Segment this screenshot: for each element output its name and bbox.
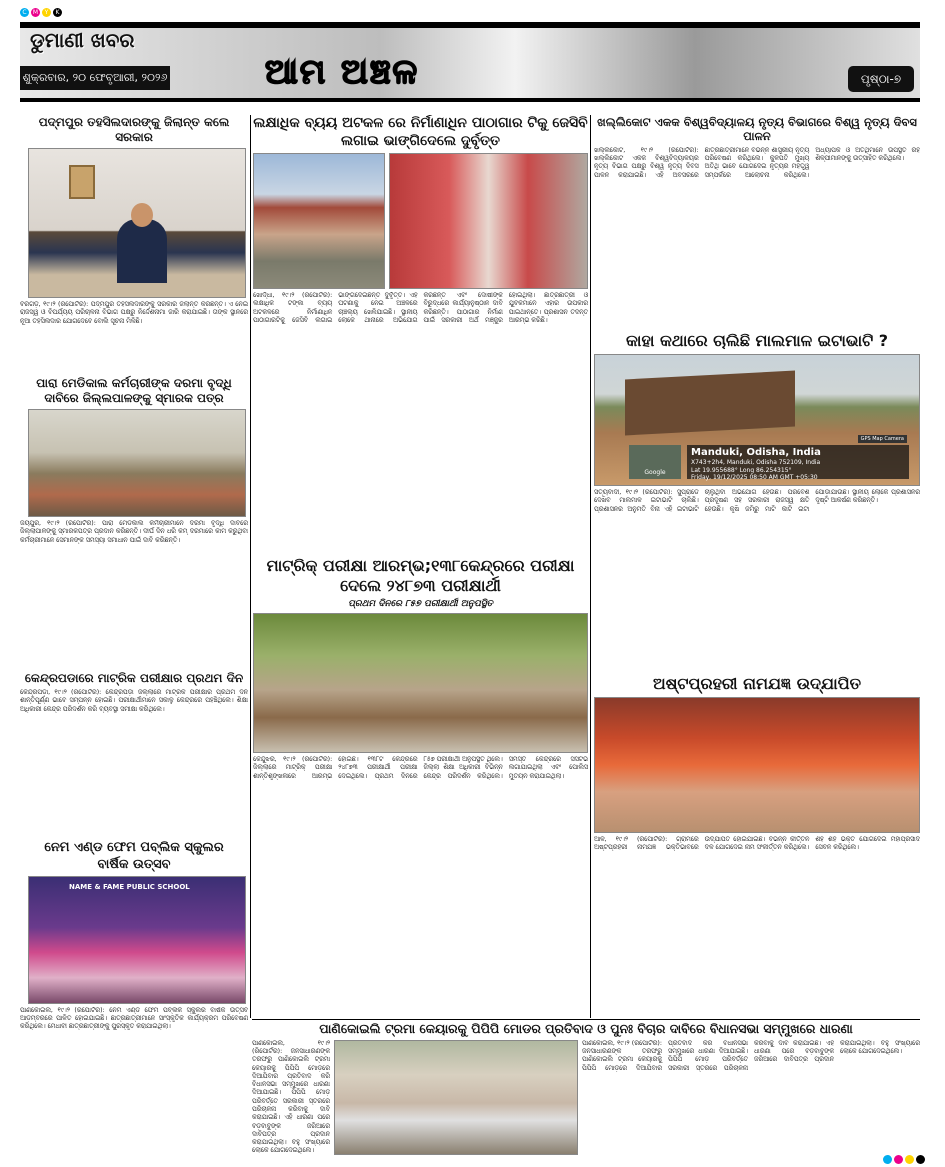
column-rule (590, 115, 591, 1018)
bottom-section (252, 1021, 920, 1155)
cmyk-c: C (20, 8, 29, 17)
photo-namayajna (594, 697, 920, 833)
gps-address: X743+2h4, Manduki, Odisha 752109, India (691, 459, 821, 467)
cmyk-k: K (53, 8, 62, 17)
gps-coords: Lat 19.955688° Long 86.254315° (691, 466, 792, 474)
newspaper-logo: ଡୁମାଣୀ ଖବର (30, 28, 135, 52)
photo-paramedical (28, 409, 246, 517)
subhead-matric: ପ୍ରଥମ ଦିନରେ ୮୫୭ ପରୀକ୍ଷାର୍ଥୀ ଅନୁପସ୍ଥିତ (348, 598, 493, 609)
section-title: ଆମ ଅଞ୍ଚଳ (265, 52, 420, 92)
photo-trauma-protest (334, 1040, 578, 1155)
left-column (20, 115, 248, 1155)
right-column (594, 115, 920, 1017)
photo-school-function (28, 876, 246, 1004)
headline-trauma: ପାଣିକୋଇଲି ଟ୍ରମା କେୟାରକୁ ପିପିପି ମୋଡର ପ୍ରତିବାଦ ଓ ପୁନଃ ବିଚାର ଦାବିରେ ବିଧାନସଭା ସମ୍ମୁଖରେ ଧାରଣା (319, 1021, 853, 1036)
photo-library-building (389, 153, 588, 289)
headline-library: ଲକ୍ଷାଧିକ ବ୍ୟୟ ଅଟକଳ ରେ ନିର୍ମାଣାଧିନ ପାଠାଗାର ଟିକୁ ଜେସିବି ଲଗାଇ ଭାଙ୍ଗିଦେଲେ ଦୁର୍ବୃତ୍ତ (253, 115, 588, 149)
article-body-padampur: ବରଗଡ଼, ୧୯।୨ (ରିପୋର୍ଟର): ପଦ୍ମପୁର ତହସିଲଦାରଙ୍କୁ ସରକାର ଜିଲାନ୍ତ କରିଛନ୍ତି। ଏ ନେଇ ରାଜସ୍ୱ ଓ ବିପର୍ଯ୍ୟୟ ପରିଚାଳନା ବିଭାଗ ପକ୍ଷରୁ ନିର୍ଦ୍ଦେଶନାମା ଜାରି କରାଯାଇଛି। ତାଙ୍କ ସ୍ଥାନରେ ନୂଆ ତହସିଲଦାର ଯୋଗଦେବେ ବୋଲି ସୂଚନା ମିଳିଛି। (20, 301, 248, 325)
photo-library-people (253, 153, 385, 289)
headline-padampur: ପଦ୍ମପୁର ତହସିଲଦାରଙ୍କୁ ଜିଲାନ୍ତ କଲେ ସରକାର (38, 115, 230, 144)
gps-app-label: GPS Map Camera (858, 435, 907, 443)
cmyk-marks (20, 8, 62, 17)
issue-date: ଶୁକ୍ରବାର, ୨୦ ଫେବୃଆରୀ, ୨୦୨୬ (20, 66, 170, 90)
page-number: ପୃଷ୍ଠା-୭ (848, 66, 914, 92)
map-thumbnail: Google (629, 445, 681, 479)
photo-tahasildar (28, 148, 246, 298)
column-rule (250, 115, 251, 1018)
middle-column (253, 115, 588, 1017)
headline-dance: ଖଲ୍ଲିକୋଟ ଏକକ ବିଶ୍ୱବିଦ୍ୟାଳୟ ନୃତ୍ୟ ବିଭାଗରେ ବିଶ୍ୱ ନୃତ୍ୟ ଦିବସ ପାଳନ (597, 115, 917, 144)
article-body-trauma: ପାଣିକୋଇଲି, ୧୯।୨ (ରିପୋର୍ଟର): ଜନସାଧାରଣଙ୍କ ତରଫରୁ ପାଣିକୋଇଲି ଟ୍ରମା କେୟାରକୁ ପିପିପି ମୋଡ଼ରେ ଦିଆଯିବାର ପ୍ରତିବାଦ କରି ବିଧାନସଭା ସମ୍ମୁଖରେ ଧାରଣା ଦିଆଯାଇଛି। ପିପିପି ମୋଡ଼ ପରିବର୍ତ୍ତେ ସରକାରୀ ସ୍ତରରେ ପରିଚାଳନା କରିବାକୁ ଦାବି କରାଯାଇଛି। ଏହି ଧାରଣା ପରେ ବଡ଼ବାବୁଙ୍କ ଜରିଆରେ ଦାବିପତ୍ର ପ୍ରଦାନ କରାଯାଇଥିଲା। ବହୁ ସଂଖ୍ୟାରେ ଲୋକେ ଯୋଗଦେଇଥିଲେ। (252, 1039, 330, 1155)
article-body-kendrapada: କେନ୍ଦ୍ରପଡ଼ା, ୧୯।୨ (ରିପୋର୍ଟର): କେନ୍ଦ୍ରପଡ଼ା ଜିଲ୍ଲାରେ ମାଟ୍ରିକ ପରୀକ୍ଷାର ପ୍ରଥମ ଦିନ ଶାନ୍ତିପୂର୍ଣ୍ଣ ଭାବେ ସମ୍ପନ୍ନ ହୋଇଛି। ପରୀକ୍ଷାର୍ଥୀମାନେ ସକାଳୁ କେନ୍ଦ୍ରରେ ପହଞ୍ଚିଥିଲେ। ଶିକ୍ଷା ଅଧିକାରୀ କେନ୍ଦ୍ର ପରିଦର୍ଶନ କରି ବ୍ୟବସ୍ଥା ସମୀକ୍ଷା କରିଥିଲେ। (20, 689, 248, 713)
gps-place: Manduki, Odisha, India (691, 447, 821, 459)
headline-paramedical: ପାରା ମେଡିକାଲ କର୍ମଚାରୀଙ୍କ ଦରମା ବୃଦ୍ଧି ଦାବିରେ ଜିଲ୍ଲପାଳଙ୍କୁ ସ୍ମାରକ ପତ୍ର (36, 376, 232, 405)
article-body-matric: କେନ୍ଦୁଝର, ୧୯।୨ (ରିପୋର୍ଟର): ଜିଲ୍ଲାରେ ମାଟ୍ରିକ୍ ପରୀକ୍ଷା ଶାନ୍ତିଶୃଙ୍ଖଳାରେ ଆରମ୍ଭ ହୋଇଛି। ୧୩୮ଟି କେନ୍ଦ୍ରରେ ୨୪୮୭୩ ପରୀକ୍ଷାର୍ଥୀ ପରୀକ୍ଷା ଦେଇଥିଲେ। ପ୍ରଥମ ଦିନରେ ୮୫୭ ପରୀକ୍ଷାର୍ଥୀ ଅନୁପସ୍ଥିତ ଥିଲେ। ଜିଲ୍ଲା ଶିକ୍ଷା ଅଧିକାରୀ ବିଭିନ୍ନ କେନ୍ଦ୍ର ପରିଦର୍ଶନ କରିଥିଲେ। ସମସ୍ତ କେନ୍ଦ୍ରରେ ସିସିଟିଭି ଲଗାଯାଇଥିଲା ଏବଂ ପୋଲିସ ମୁତୟନ କରାଯାଇଥିଲା। (253, 756, 588, 780)
divider (252, 1019, 920, 1020)
cmyk-marks-bottom (883, 1155, 925, 1164)
headline-namayajna: ଅଷ୍ଟପ୍ରହରୀ ନାମଯଜ୍ଞ ଉଦ୍ଯାପିତ (652, 673, 861, 693)
photo-brick-kiln (594, 354, 920, 486)
gps-time: Friday, 19/12/2025 08:50 AM GMT +05:30 (691, 474, 818, 482)
article-body-namayajna: ଆଳି, ୧୯।୨ (ରିପୋର୍ଟର): ଗ୍ରାମରେ ଅଷ୍ଟପ୍ରହରୀ ନାମଯଜ୍ଞ ଭକ୍ତିଭାବରେ ଉଦ୍ଯାପିତ ହୋଇଯାଇଛି। ବିଭିନ୍ନ କୀର୍ତ୍ତନ ଦଳ ଯୋଗଦେଇ ନାମ ସଂକୀର୍ତ୍ତନ କରିଥିଲେ। ଶହ ଶହ ଭକ୍ତ ଯୋଗଦେଇ ମହାପ୍ରସାଦ ସେବନ କରିଥିଲେ। (594, 835, 920, 851)
headline-matric: ମାଟ୍ରିକ୍ ପରୀକ୍ଷା ଆରମ୍ଭ;୧୩୮କେନ୍ଦ୍ରରେ ପରୀକ୍ଷା ଦେଲେ ୨୪୮୭୩ ପରୀକ୍ଷାର୍ଥୀ (266, 555, 575, 595)
headline-brickkiln: କାହା କଥାରେ ଚାଲିଛି ମାଲମାଳ ଇଟାଭାଟି ? (625, 331, 889, 351)
cmyk-m: M (32, 9, 39, 16)
headline-kendrapada: କେନ୍ଦ୍ରପଡାରେ ମାଟ୍ରିକ ପରୀକ୍ଷାର ପ୍ରଥମ ଦିନ (24, 671, 244, 686)
article-body-paramedical: ଜୟପୁର, ୧୯।୨ (ରିପୋର୍ଟର): ପାରା ମେଡିକାଲ କର୍ମଚାରୀମାନେ ଦରମା ବୃଦ୍ଧି ଦାବିରେ ଜିଲ୍ଲାପାଳଙ୍କୁ ସ୍ମାରକପତ୍ର ପ୍ରଦାନ କରିଛନ୍ତି। ଦୀର୍ଘ ଦିନ ଧରି କମ୍ ଦରମାରେ କାମ କରୁଥିବା କର୍ମଚାରୀମାନେ ସେମାନଙ୍କ ସମସ୍ୟା ସମାଧାନ ପାଇଁ ଦାବି କରିଛନ୍ତି। (20, 520, 248, 544)
cmyk-y: Y (42, 8, 51, 17)
article-body-dance: ଖଲ୍ଲିକୋଟ, ୧୯।୨ (ରିପୋର୍ଟର): ଖଲ୍ଲିକୋଟ ଏକକ ବିଶ୍ୱବିଦ୍ୟାଳୟର ନୃତ୍ୟ ବିଭାଗ ପକ୍ଷରୁ ବିଶ୍ୱ ନୃତ୍ୟ ଦିବସ ପାଳନ କରାଯାଇଛି। ଏହି ଅବସରରେ ଛାତ୍ରଛାତ୍ରୀମାନେ ବିଭିନ୍ନ ଶାସ୍ତ୍ରୀୟ ନୃତ୍ୟ ପରିବେଷଣ କରିଥିଲେ। କୁଳପତି ମୁଖ୍ୟ ଅତିଥି ଭାବେ ଯୋଗଦେଇ ନୃତ୍ୟର ମହତ୍ତ୍ୱ ସମ୍ପର୍କରେ ଆଲୋଚନା କରିଥିଲେ। ଅଧ୍ୟାପକ ଓ ଅତିଥିମାନେ ଉପସ୍ଥିତ ରହି ଶିଳ୍ପୀମାନଙ୍କୁ ଉତ୍ସାହିତ କରିଥିଲେ। (594, 146, 920, 179)
article-body-library: ଖୋର୍ଦ୍ଧା, ୧୯।୨ (ରିପୋର୍ଟର): ଲକ୍ଷାଧିକ ଟଙ୍କା ବ୍ୟୟ ଅଟକଳରେ ନିର୍ମାଣାଧିନ ପାଠାଗାରଟିକୁ ଜେସିବି ଲଗାଇ ଭାଙ୍ଗିଦେଇଛନ୍ତି ଦୁର୍ବୃତ୍ତ। ଏହି ଘଟଣାକୁ ନେଇ ଅଞ୍ଚଳରେ ଚାଞ୍ଚଲ୍ୟ ଖେଳିଯାଇଛି। ସ୍ଥାନୀୟ ଲୋକେ ଥାନାରେ ଅଭିଯୋଗ କରିଛନ୍ତି ଏବଂ ଦୋଷୀଙ୍କ ବିରୁଦ୍ଧରେ କାର୍ଯ୍ୟାନୁଷ୍ଠାନ ଦାବି କରିଛନ୍ତି। ପାଠାଗାର ନିର୍ମାଣ ପାଇଁ ସରକାରୀ ଅର୍ଥ ମଞ୍ଜୁର ହୋଇଥିଲା। ଛାତ୍ରଛାତ୍ରୀ ଓ ଯୁବକମାନେ ଏହାର ଉପକାର ପାଇଥାନ୍ତେ। ପ୍ରଶାସନ ତଦନ୍ତ ଆରମ୍ଭ କରିଛି। (253, 292, 588, 324)
photo-matric-exam (253, 613, 588, 753)
masthead-banner (20, 22, 920, 102)
article-body-school: ପାଣିକୋଇଲି, ୧୯।୨ (ରିପୋର୍ଟର): ନେମ ଏଣ୍ଡ ଫେମ ପବ୍ଲିକ ସ୍କୁଲର ବାର୍ଷିକ ଉତ୍ସବ ଆଡ଼ମ୍ବରରେ ପାଳିତ ହୋଇଯାଇଛି। ଛାତ୍ରଛାତ୍ରୀମାନେ ସାଂସ୍କୃତିକ କାର୍ଯ୍ୟକ୍ରମ ପରିବେଷଣ କରିଥିଲେ। ମେଧାବୀ ଛାତ୍ରଛାତ୍ରୀଙ୍କୁ ପୁରସ୍କୃତ କରାଯାଇଥିଲା। (20, 1006, 248, 1031)
gps-overlay (687, 445, 909, 482)
article-body-brickkiln: ସତ୍ୟବାଦୀ, ୧୯।୨ (ରିପୋର୍ଟର): ସୁପ୍ରାଡେ ଦେଖିବ ମାଲମାଳ ଇଟାଭାଟି ଚାଲିଛି। ପ୍ରଶାସନର ଅନୁମତି ବିନା ଏହି ଇଟାଭାଟି ଚାଲୁଥିବା ଅଭିଯୋଗ ହେଉଛି। ପରିବେଶ ପ୍ରଦୂଷଣ ସହ ସରକାରୀ ରାଜସ୍ୱ କ୍ଷତି ହେଉଛି। କୃଷି ଜମିରୁ ମାଟି କାଟି ଇଟା ପୋଡ଼ାଯାଉଛି। ସ୍ଥାନୀୟ ଲୋକେ ପ୍ରଶାସନର ଦୃଷ୍ଟି ଆକର୍ଷଣ କରିଛନ୍ତି। (594, 489, 920, 513)
article-body-trauma-cont: ପାଣିକୋଇଲି, ୧୯।୨ (ରିପୋର୍ଟର): ଜନସାଧାରଣଙ୍କ ତରଫରୁ ପାଣିକୋଇଲି ଟ୍ରମା କେୟାରକୁ ପିପିପି ମୋଡ଼ରେ ଦିଆଯିବାର ପ୍ରତିବାଦ କରି ବିଧାନସଭା ସମ୍ମୁଖରେ ଧାରଣା ଦିଆଯାଇଛି। ପିପିପି ମୋଡ଼ ପରିବର୍ତ୍ତେ ସରକାରୀ ସ୍ତରରେ ପରିଚାଳନା କରିବାକୁ ଦାବି କରାଯାଇଛି। ଏହି ଧାରଣା ପରେ ବଡ଼ବାବୁଙ୍କ ଜରିଆରେ ଦାବିପତ୍ର ପ୍ରଦାନ କରାଯାଇଥିଲା। ବହୁ ସଂଖ୍ୟାରେ ଲୋକେ ଯୋଗଦେଇଥିଲେ। (582, 1039, 920, 1072)
school-banner-text: NAME & FAME PUBLIC SCHOOL (69, 882, 190, 891)
headline-school: ନେମ ଏଣ୍ଡ ଫେମ ପବ୍ଲିକ ସ୍କୁଲର ବାର୍ଷିକ ଉତ୍ସବ (44, 840, 224, 872)
